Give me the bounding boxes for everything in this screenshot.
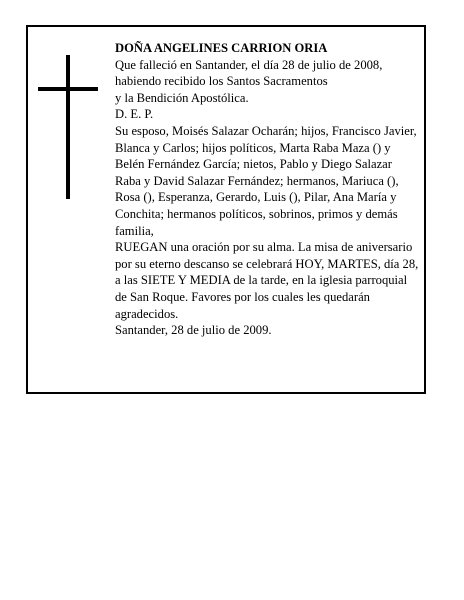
cross-icon bbox=[38, 55, 98, 199]
death-line-1: Que falleció en Santander, el día 28 de julio de 2008, bbox=[115, 57, 383, 72]
death-line-3: y la Bendición Apostólica. bbox=[115, 90, 249, 105]
request-paragraph: RUEGAN una oración por su alma. La misa de aniversario por su eterno descanso se celebrará HOY, MARTES, día 28, a las SIETE Y MEDIA de la tarde, en la iglesia parroquial de San Roque. Favores por los cuales les quedarán agradecidos. bbox=[115, 240, 419, 321]
dep-text: D. E. P. bbox=[115, 107, 154, 122]
death-line-2: habiendo recibido los Santos Sacramentos bbox=[115, 74, 328, 89]
place-date: Santander, 28 de julio de 2009. bbox=[115, 323, 272, 338]
family-paragraph: Su esposo, Moisés Salazar Ocharán; hijos, Francisco Javier, Blanca y Carlos; hijos políticos, Marta Raba Maza () y Belén Fernández García; nietos, Pablo y Diego Salazar Raba y David Salazar Fernández; hermanos, Mariuca (), Rosa (), Esperanza, Gerardo, Luis (), Pilar, Ana María y Conchita; hermanos políticos, sobrinos, primos y demás familia, bbox=[115, 123, 417, 238]
cross-vertical-bar bbox=[66, 55, 70, 199]
notice-text bbox=[115, 40, 420, 339]
obituary-notice bbox=[26, 25, 426, 394]
cross-horizontal-bar bbox=[38, 87, 98, 91]
deceased-name: DOÑA ANGELINES CARRION ORIA bbox=[115, 41, 328, 55]
